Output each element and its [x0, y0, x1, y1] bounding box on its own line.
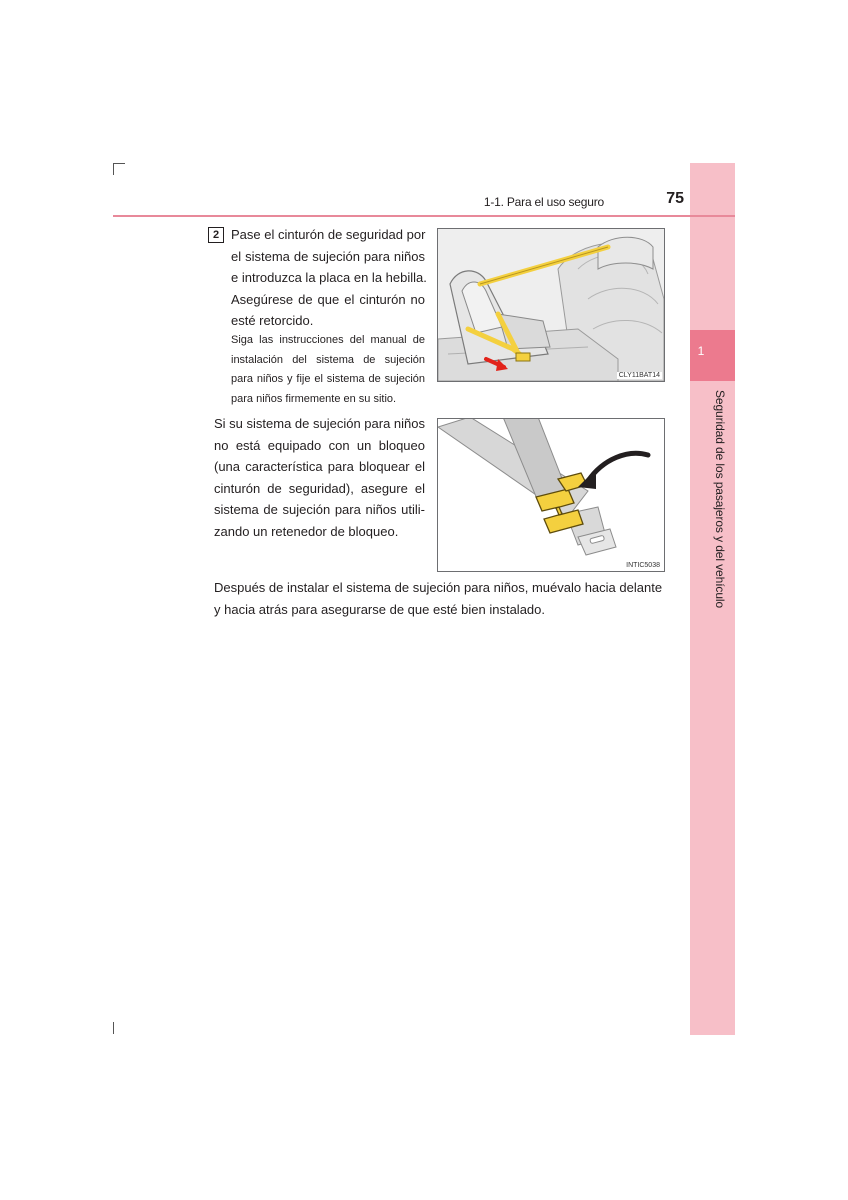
paragraph-line: no está equipado con un bloqueo: [214, 437, 425, 453]
step-text-line: el sistema de sujeción para niños: [231, 248, 425, 264]
step-note-line: para niños y fije el sistema de sujeción: [231, 373, 425, 386]
step-number-box: 2: [208, 227, 224, 243]
paragraph-line: y hacia atrás para asegurarse de que esté bien instalado.: [214, 601, 545, 617]
step-note: [231, 331, 425, 409]
chapter-title: Seguridad de los pasajeros y del vehículo: [713, 390, 727, 609]
crop-mark-bottom-left-v: [113, 1022, 114, 1034]
step-text-line: e introduzca la placa en la hebilla.: [231, 270, 427, 285]
step-text-line: Pase el cinturón de seguridad por: [231, 227, 426, 242]
step-note-line: instalación del sistema de sujeción: [231, 353, 425, 366]
step-text: [231, 224, 425, 332]
child-seat-drawing: [438, 229, 664, 381]
paragraph-line: cinturón de seguridad), asegure el: [214, 480, 425, 496]
page-number: 75: [666, 190, 684, 207]
paragraph-line: sistema de sujeción para niños utili-: [214, 502, 425, 517]
crop-mark-top-left-h: [113, 163, 125, 164]
header-rule: [113, 215, 735, 217]
step-note-line: Siga las instrucciones del manual de: [231, 334, 425, 346]
paragraph-line: zando un retenedor de bloqueo.: [214, 523, 399, 539]
paragraph-line: Después de instalar el sistema de sujeción para niños, muévalo hacia delante: [214, 580, 663, 595]
paragraph-line: Si su sistema de sujeción para niños: [214, 416, 426, 431]
chapter-number: 1: [697, 344, 705, 358]
paragraph-line: (una característica para bloquear el: [214, 459, 425, 474]
crop-mark-top-left-v: [113, 163, 114, 175]
figure-code: INTIC5038: [626, 562, 660, 569]
locking-clip-paragraph: [214, 413, 425, 542]
locking-clip-drawing: [438, 419, 664, 571]
child-seat-installation-illustration: [437, 228, 665, 382]
section-title: 1-1. Para el uso seguro: [483, 195, 604, 209]
figure-code: CLY11BAT14: [618, 372, 660, 379]
step-note-line: para niños firmemente en su sitio.: [231, 392, 397, 405]
locking-clip-illustration: [437, 418, 665, 572]
final-paragraph: [214, 577, 674, 620]
step-text-line: Asegúrese de que el cinturón no: [231, 291, 425, 307]
step-text-line: esté retorcido.: [231, 313, 314, 328]
